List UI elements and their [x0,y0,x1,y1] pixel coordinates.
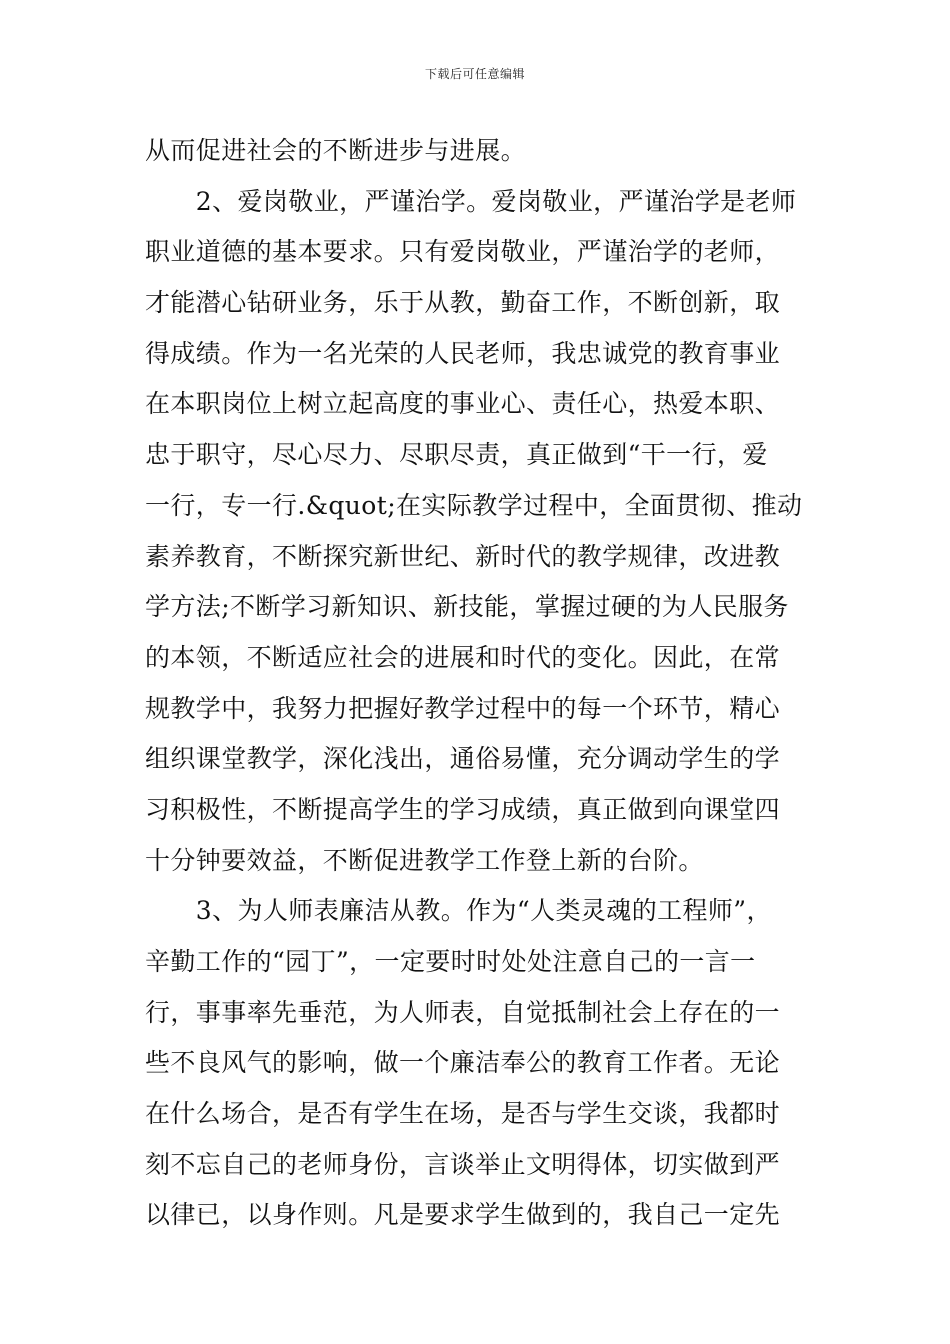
text-line: 习积极性，不断提高学生的学习成绩，真正做到向课堂四 [145,794,781,824]
text-line: 一行，专一行.&quot;在实际教学过程中，全面贯彻、推动 [145,490,803,520]
page-header: 下载后可任意编辑 [424,67,525,81]
text-line: 在什么场合，是否有学生在场，是否与学生交谈，我都时 [145,1099,781,1129]
text-line: 辛勤工作的“园丁”，一定要时时处处注意自己的一言一 [145,947,756,976]
text-line: 素养教育，不断探究新世纪、新时代的教学规律，改进教 [145,541,781,571]
text-line: 规教学中，我努力把握好教学过程中的每一个环节，精心 [145,693,781,723]
text-line: 才能潜心钻研业务，乐于从教，勤奋工作，不断创新，取 [145,288,781,318]
text-line: 以律已，以身作则。凡是要求学生做到的，我自己一定先 [145,1200,781,1230]
text-line: 2、爱岗敬业，严谨治学。爱岗敬业，严谨治学是老师 [145,186,797,216]
text-line: 忠于职守，尽心尽力、尽职尽责，真正做到“干一行，爱 [145,440,768,470]
text-line: 职业道德的基本要求。只有爱岗敬业，严谨治学的老师， [145,237,781,267]
text-line: 十分钟要效益，不断促进教学工作登上新的台阶。 [145,845,704,875]
text-line: 行，事事率先垂范，为人师表，自觉抵制社会上存在的一 [145,997,781,1027]
text-line: 组织课堂教学，深化浅出，通俗易懂，充分调动学生的学 [145,744,781,774]
text-line: 在本职岗位上树立起高度的事业心、责任心，热爱本职、 [145,389,781,419]
text-line: 3、为人师表廉洁从教。作为“人类灵魂的工程师”， [145,896,772,926]
text-line: 从而促进社会的不断进步与进展。 [145,136,527,165]
text-line: 些不良风气的影响，做一个廉洁奉公的教育工作者。无论 [145,1048,781,1078]
text-line: 得成绩。作为一名光荣的人民老师，我忠诚党的教育事业 [145,338,781,368]
text-line: 学方法;不断学习新知识、新技能，掌握过硬的为人民服务 [145,592,789,622]
document-body [145,126,815,1241]
text-line: 刻不忘自己的老师身份，言谈举止文明得体，切实做到严 [145,1149,781,1179]
text-line: 的本领，不断适应社会的进展和时代的变化。因此，在常 [145,642,781,672]
